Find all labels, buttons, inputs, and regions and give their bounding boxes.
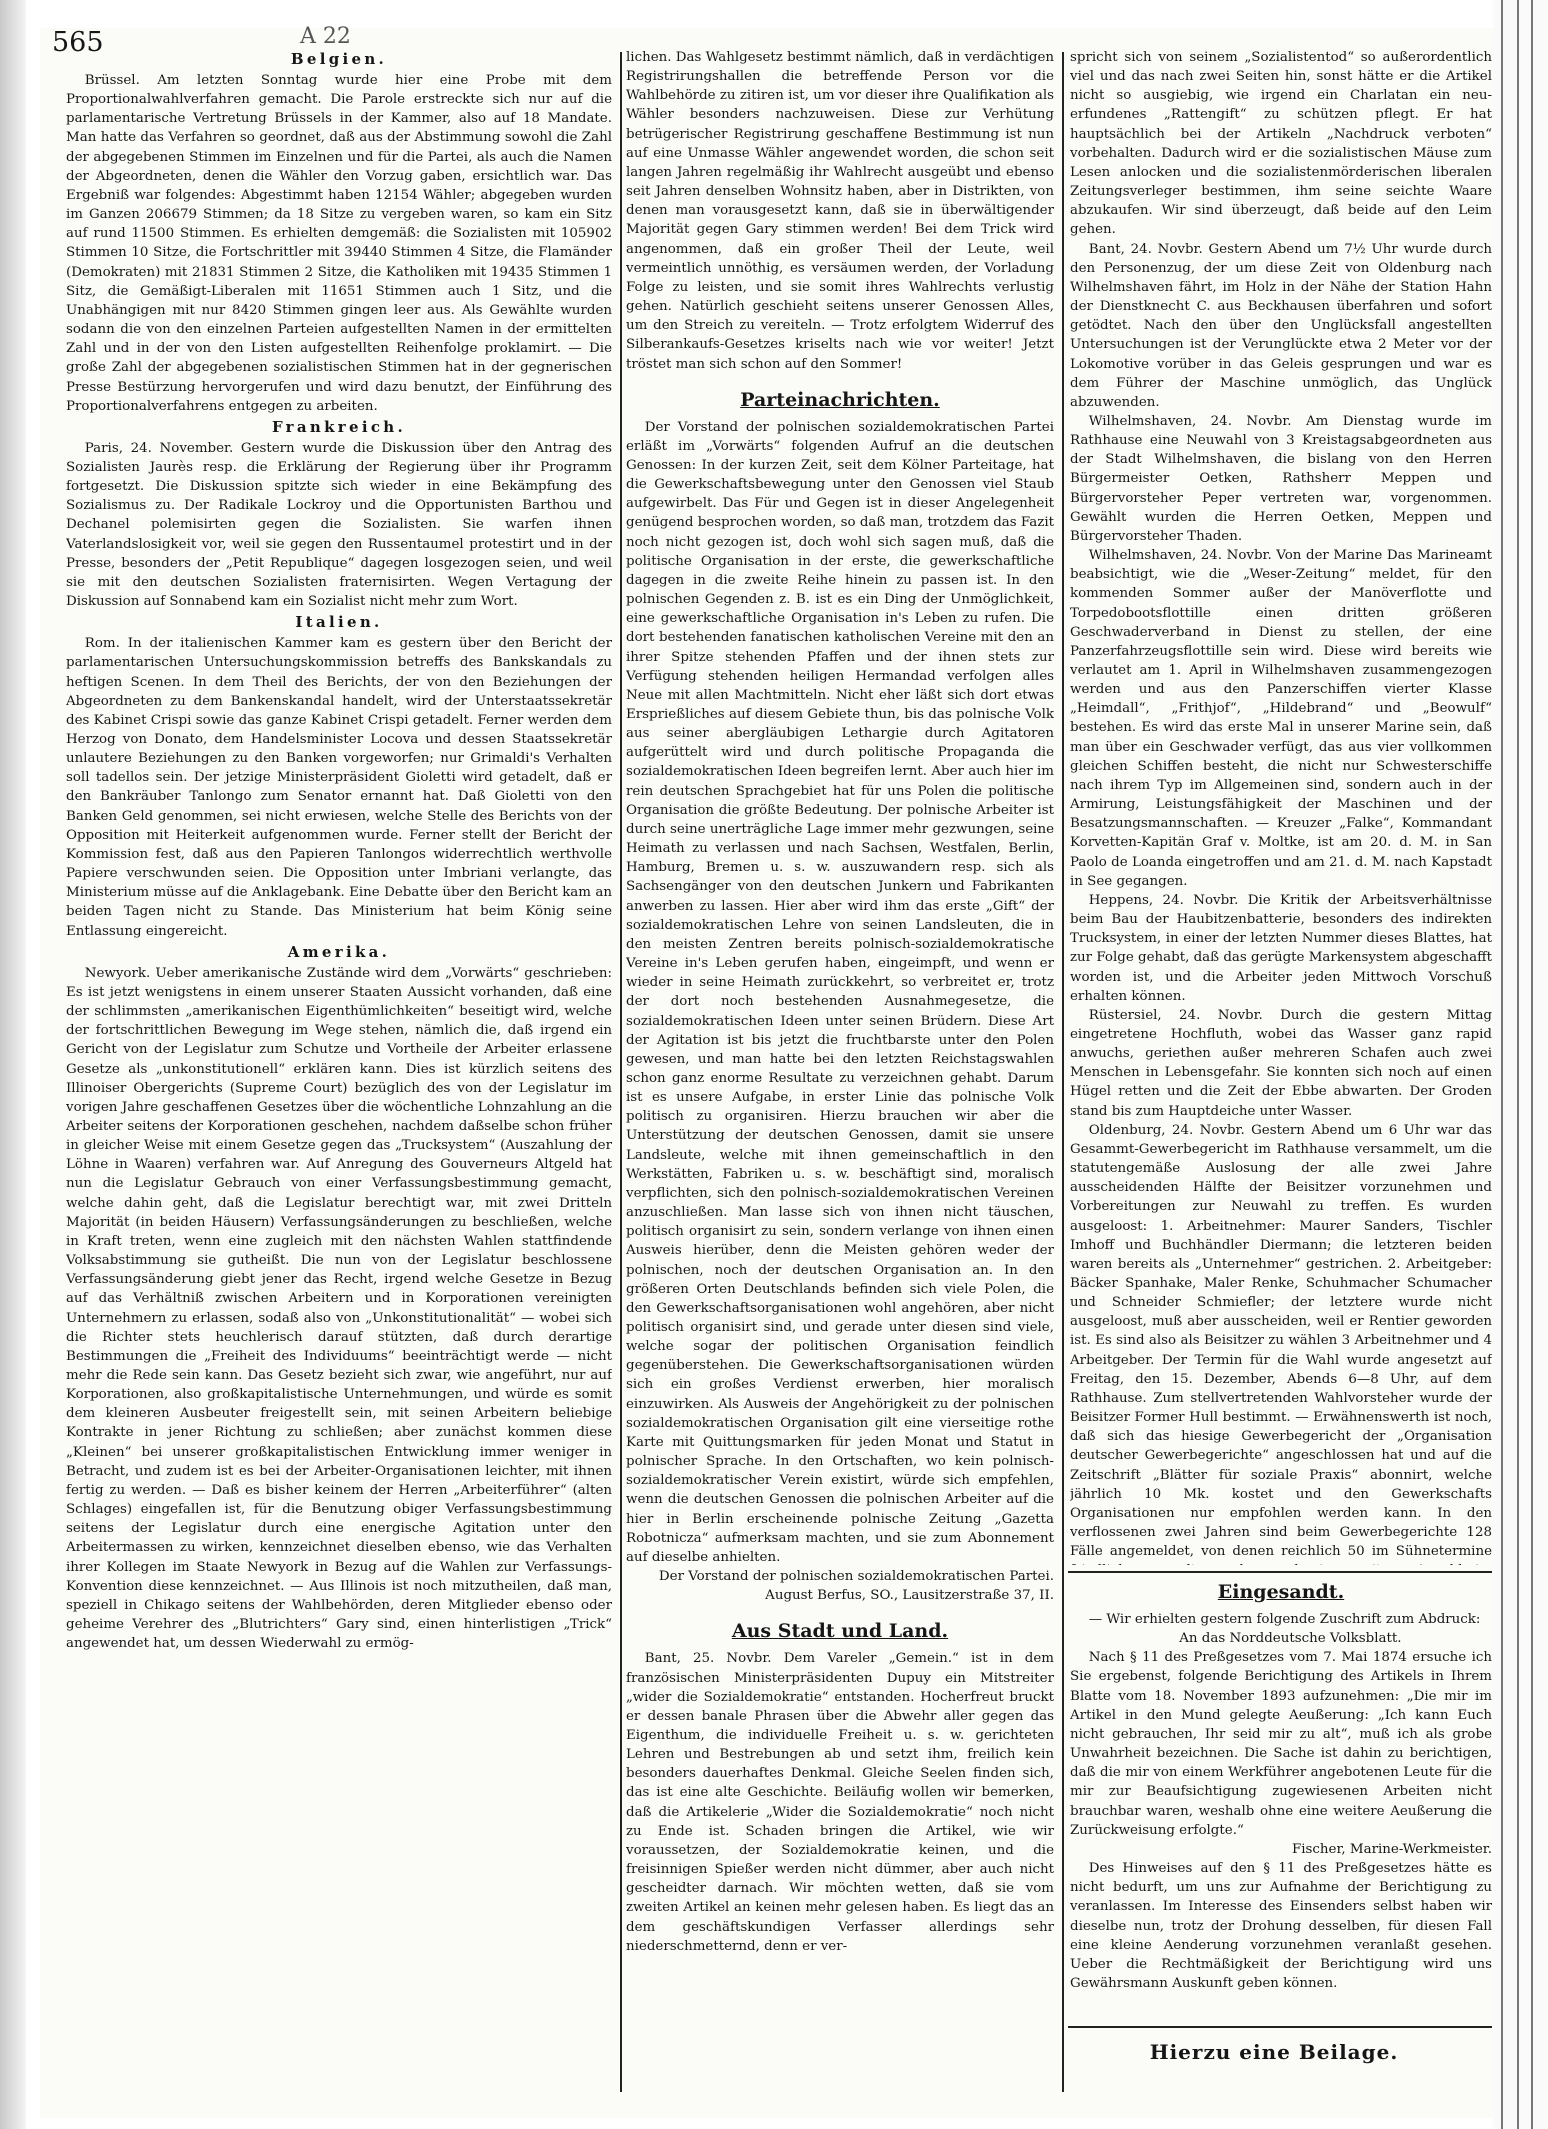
- eingesandt-section: [1070, 1576, 1492, 2026]
- article-wilhelmshaven-marine: Wilhelmshaven, 24. Novbr. Von der Marine Das Marineamt beabsichtigt, wie die „Weser-Zeitung“ meldet, für den kommenden Sommer außer der Manöverflotte und Torpedobootsflottille einen dritten größeren Geschwaderverband in Dienst zu stellen, der eine Panzerfahrzeugsflottille sein wird. Diese wird bereits wie verlautet am 1. April in Wilhelmshaven zusammengezogen werden und aus den Panzerschiffen vierter Klasse „Heimdall“, „Frithjof“, „Hildebrand“ und „Beowulf“ bestehen. Es wird das erste Mal in unserer Marine sein, daß man über ein Geschwader verfügt, das aus vier vollkommen gleichen Schiffen besteht, die nicht nur Schwesterschiffe nach ihrem Typ im Allgemeinen sind, sondern auch in der Armirung, Leistungsfähigkeit der Maschinen und der Besatzungsmannschaften. — Kreuzer „Falke“, Kommandant Korvetten-Kapitän Graf v. Moltke, ist am 20. d. M. in San Paolo de Loanda eingetroffen und am 21. d. M. nach Kapstadt in See gegangen.: [1070, 548, 1492, 889]
- edge-line-3: [1531, 0, 1533, 2129]
- column-rule-1: [620, 52, 622, 2092]
- heading-eingesandt: Eingesandt.: [1217, 1581, 1345, 1603]
- edge-line-2: [1517, 0, 1519, 2129]
- column-rule-2: [1062, 52, 1064, 2092]
- article-italien: Rom. In der italienischen Kammer kam es gestern über den Bericht der parlamentarischen Untersuchungskommission betreffs des Bankskandals zu heftigen Scenen. In dem Theil des Berichts, der von den Beziehungen der Abgeordneten zu dem Bankenskandal handelt, wird der Unterstaatssekretär des Kabinet Crispi sowie das ganze Kabinet Crispi getadelt. Ferner werden dem Herzog von Donato, dem Handelsminister Locova und dessen Staatssekretär unlautere Beziehungen zu den Banken vorgeworfen; nur Grimaldi's Verhalten soll tadellos sein. Der jetzige Ministerpräsident Gioletti wird getadelt, daß er den Bankräuber Tanlongo zum Senator ernannt hat. Daß Gioletti von den Banken Geld genommen, sei nicht erwiesen, welche Stelle des Berichts von der Opposition mit Heiterkeit aufgenommen wurde. Ferner stellt der Bericht der Kommission fest, daß aus den Papieren Tanlongos widerrechtlich werthvolle Papiere verschwunden seien. Die Opposition unter Imbriani verlangte, das Ministerium müsse auf die Anklagebank. Eine Debatte über den Bericht kam an beiden Tagen nicht zu Stande. Das Ministerium hat beim König seine Entlassung eingereicht.: [66, 636, 612, 939]
- article-ruestersiel: Rüstersiel, 24. Novbr. Durch die gestern Mittag eingetretene Hochfluth, wobei das Wasser ganz rapid anwuchs, geriethen außer mehreren Schafen auch zwei Menschen in Lebensgefahr. Sie konnten sich noch auf einen Hügel retten und die Zeit der Ebbe abwarten. Der Groden stand bis zum Hauptdeiche unter Wasser.: [1070, 1007, 1492, 1119]
- column-3: [1070, 48, 1492, 1565]
- heading-amerika: Amerika.: [287, 942, 391, 961]
- page-edge: [1493, 0, 1548, 2129]
- heading-aus-stadt-und-land: Aus Stadt und Land.: [731, 1620, 949, 1643]
- article-heppens: Heppens, 24. Novbr. Die Kritik der Arbeitsverhältnisse beim Bau der Haubitzenbatterie, besonders des indirekten Trucksystem, in einer der letzten Nummer dieses Blattes, hat zur Folge gehabt, daß das gerügte Markensystem abgeschafft worden ist, und die Arbeiter jeden Mittwoch Vorschuß erhalten können.: [1070, 892, 1492, 1004]
- section-rule-eingesandt: [1068, 1571, 1492, 1573]
- article-amerika-continued: lichen. Das Wahlgesetz bestimmt nämlich, daß in verdächtigen Registrirungshallen die betreffende Person vor die Wahlbehörde zu zitiren ist, um vor dieser ihre Qualifikation als Wähler besonders nachzuweisen. Diese zur Verhütung betrügerischer Registrirung geschaffene Bestimmung ist nun auf eine Unmasse Wähler angewendet worden, die schon seit langen Jahren regelmäßig ihr Wahlrecht ausgeübt und ebenso seit Jahren denselben Wohnsitz haben, aber in Distrikten, von denen man vorausgesetzt kann, daß sie in überwältigender Majorität gegen Gary stimmen werden! Bei dem Trick wird angenommen, daß ein großer Theil der Leute, weil vermeintlich unnöthig, es versäumen werden, der Vorladung Folge zu leisten, und sie somit ihres Wahlrechts verlustig gehen. Natürlich geschieht seitens unserer Genossen Alles, um den Streich zu vereiteln. — Trotz erfolgtem Widerruf des Silberankaufs-Gesetzes kriselts nach wie vor weiter! Jetzt tröstet man sich schon auf den Sommer!: [626, 50, 1054, 372]
- column-1: [66, 48, 612, 2103]
- heading-italien: Italien.: [295, 613, 383, 632]
- article-belgien: Brüssel. Am letzten Sonntag wurde hier eine Probe mit dem Proportionalwahlverfahren gemacht. Die Parole erstreckte sich nur auf die parlamentarische Vertretung Brüssels in der Kammer, also auf 18 Mandate. Man hatte das Verfahren so geordnet, daß aus der Abstimmung sowohl die Zahl der abgegebenen Stimmen im Einzelnen und für die Partei, als auch die Namen der Abgeordneten, denen die Wähler den Vorzug gaben, ersichtlich war. Das Ergebniß war folgendes: Abgestimmt haben 12154 Wähler; abgegeben wurden im Ganzen 206679 Stimmen; da 18 Sitze zu vergeben waren, so kam ein Sitz auf rund 11500 Stimmen. Es erhielten demgemäß: die Sozialisten mit 105902 Stimmen 10 Sitze, die Fortschrittler mit 39440 Stimmen 4 Sitze, die Flamänder (Demokraten) mit 21831 Stimmen 2 Sitze, die Katholiken mit 19435 Stimmen 1 Sitz, die Gemäßigt-Liberalen mit 11651 Stimmen auch 1 Sitz, und die Unabhängigen mit nur 8420 Stimmen gingen leer aus. Als Gewählte wurden sodann die von den einzelnen Parteien aufgestellten Namen in der ermittelten Zahl und in der von den Listen aufgestellten Reihenfolge proklamirt. — Die große Zahl der abgegebenen sozialistischen Stimmen hat in der gegnerischen Presse Bestürzung hervorgerufen und wird dazu benutzt, der Einführung des Proportionalverfahrens entgegen zu arbeiten.: [66, 73, 612, 414]
- footer-beilage: Hierzu eine Beilage.: [1149, 2040, 1399, 2064]
- edge-line-1: [1501, 0, 1503, 2129]
- article-bant-unfall: Bant, 24. Novbr. Gestern Abend um 7½ Uhr wurde durch den Personenzug, der um diese Zeit von Oldenburg nach Wilhelmshaven fährt, im Holz in der Nähe der Station Hahn der Dienstknecht C. aus Beckhausen überfahren und sofort getödtet. Nach den über den Unglücksfall angestellten Untersuchungen ist der Verunglückte etwa 2 Meter vor der Lokomotive vorüber in das Geleis gesprungen und war es dem Führer der Maschine unmöglich, das Unglück abzuwenden.: [1070, 241, 1492, 410]
- article-wilhelmshaven-wahl: Wilhelmshaven, 24. Novbr. Am Dienstag wurde im Rathhause eine Neuwahl von 3 Kreistagsabgeordneten aus der Stadt Wilhelmshaven, die bislang von den Herren Bürgermeister Oetken, Rathsherr Meppen und Bürgervorsteher Peper vertreten war, vorgenommen. Gewählt wurden die Herren Oetken, Meppen und Bürgervorsteher Thaden.: [1070, 413, 1492, 544]
- eingesandt-signature: Fischer, Marine-Werkmeister.: [1291, 1841, 1492, 1857]
- article-oldenburg: Oldenburg, 24. Novbr. Gestern Abend um 6 Uhr war das Gesammt-Gewerbegericht im Rathhause versammelt, um die statutengemäße Auslosung der alle zwei Jahre ausscheidenden Hälfte der Beisitzer vorzunehmen und Vorbereitungen zur Neuwahl zu treffen. Es wurden ausgeloost: 1. Arbeitnehmer: Maurer Sanders, Tischler Imhoff und Buchhändler Diermann; die letzteren beiden waren bereits als „Unternehmer“ gestrichen. 2. Arbeitgeber: Bäcker Spanhake, Maler Renke, Schuhmacher Schumacher und Schneider Schmiefler; der letztere wurde nicht ausgeloost, muß aber ausscheiden, weil er Rentier geworden ist. Es sind also als Beisitzer zu wählen 3 Arbeitnehmer und 4 Arbeitgeber. Der Termin für die Wahl wurde angesetzt auf Freitag, den 15. Dezember, Abends 6—8 Uhr, auf dem Rathhause. Zum stellvertretenden Wahlvorsteher wurde der Beisitzer Former Hull bestimmt. — Erwähnenswerth ist noch, daß sich das hiesige Gewerbegericht der „Organisation deutscher Gewerbegerichte“ angeschlossen hat und auf die Zeitschrift „Blätter für soziale Praxis“ abonnirt, welche jährlich 10 Mk. kostet und den Gewerkschafts Organisationen nur empfohlen werden kann. In den verflossenen zwei Jahren sind beim Gewerbegerichte 128 Fälle angemeldet, von denen reichlich 50 im Sühnetermine: [1070, 1122, 1492, 1560]
- article-amerika: Newyork. Ueber amerikanische Zustände wird dem „Vorwärts“ geschrieben: Es ist jetzt wenigstens in einem unserer Staaten Aussicht vorhanden, daß eine der schlimmsten „amerikanischen Eigenthümlichkeiten“ beseitigt wird, welche der fortschrittlichen Bewegung im Wege stehen, nämlich die, daß irgend ein Gericht von der Legislatur zum Schutze und Vortheile der Arbeiter erlassene Gesetze als „unkonstitutionell“ erklären kann. Dies ist kürzlich seitens des Illinoiser Obergerichts (Supreme Court) bezüglich des von der Legislatur im vorigen Jahre geschaffenen Gesetzes über die wöchentliche Lohnzahlung an die Arbeiter seitens der Korporationen geschehen, nachdem daßselbe schon früher in gleicher Weise mit einem Gesetze gegen das „Trucksystem“ (Auszahlung der Löhne in Waaren) verfahren war. Auf Anregung des Gouverneurs Altgeld hat nun die Legislatur Gebrauch von einer Verfassungsbestimmung gemacht, welche dahin geht, daß die Legislatur berechtigt war, mit zwei Dritteln Majorität (in beiden Häusern) Verfassungsänderungen zu beschließen, welche in Kraft treten, wenn eine zugleich mit den nächsten Wahlen stattfindende Volksabstimmung sie gutheißt. Die nun von der Legislatur beschlossene Verfassungsänderung giebt jener das Recht, irgend welche Gesetze in Bezug auf das Verhältniß zwischen Arbeitern und in Korporationen vereinigten Unternehmern zu erlassen, sodaß also von „Unkonstitutionalität“ — wobei sich die Richter stets heuchlerisch darauf stützten, daß durch derartige Bestimmungen die „Freiheit des Individuums“ beeinträchtigt werde — nicht mehr die Rede sein kann. Das Gesetz bezieht sich zwar, wie angeführt, nur auf Korporationen, also großkapitalistische Unternehmungen, und würde es somit dem kleineren Ausbeuter freigestellt sein, mit seinen Arbeitern beliebige Kontrakte in jener Richtung zu schließen; aber zunächst kommen diese „Kleinen“ bei unserer großkapitalistischen Entwicklung immer weniger in Betracht, und zudem ist es bei der Arbeiter-Organisationen leichter, mit ihnen fertig zu werden. — Daß es bisher keinem der Herren „Arbeiterführer“ (alten Schlages) eingefallen ist, für die Benutzung obiger Verfassungsbestimmung seitens der Legislatur durch eine energische Agitation unter den Arbeitermassen zu wirken, kennzeichnet dieselben ebenso, wie das Verhalten ihrer Kollegen im Staate Newyork in Bezug auf die Wahlen zur Verfassungs-Konvention diese kennzeichnet. — Aus Illinois ist noch mitzutheilen, daß man, speziell in Chikago seitens der Wahlbehörden, deren Mitglieder ebenso oder geheime Verehrer des „Blutrichters“ Gary sind, einen hinterlistigen „Trick“ angewendet hat, um dessen Wiederwahl zu ermög-: [66, 965, 612, 1652]
- binding-shadow: [0, 0, 26, 2129]
- section-rule-footer: [1068, 2026, 1492, 2028]
- article-parteinachrichten: Der Vorstand der polnischen sozialdemokratischen Partei erläßt im „Vorwärts“ folgenden Aufruf an die deutschen Genossen: In der kurzen Zeit, seit dem Kölner Parteitage, hat die Gewerkschaftsbewegung unter den Genossen viel Staub aufgewirbelt. Das Für und Gegen ist in dieser Angelegenheit genügend besprochen worden, so daß man, trotzdem das Fazit noch nicht gezogen ist, doch wohl sich sagen muß, daß die politische Organisation in der erste, die gewerkschaftliche dagegen in die zweite Reihe hinein zu passen ist. In den polnischen Gegenden z. B. ist es ein Ding der Unmöglichkeit, eine gewerkschaftliche Organisation in's Leben zu rufen. Die dort bestehenden fanatischen katholischen Vereine mit den an ihrer Spitze stehenden Pfaffen und der ihnen stets zur Verfügung stehenden heiligen Hermandad verfolgen alles Neue mit allen Machtmitteln. Nicht eher läßt sich dort etwas Ersprießliches auf diesem Gebiete thun, bis das polnische Volk aus seiner abergläubigen Lethargie durch Agitatoren aufgerüttelt wird und durch politische Propaganda die sozialdemokratischen Ideen begreifen lernt. Aber auch hier im rein deutschen Sprachgebiet hat für uns Polen die politische Organisation die größte Bedeutung. Der polnische Arbeiter ist durch seine unerträgliche Lage immer mehr gezwungen, seine Heimath zu verlassen und nach Sachsen, Westfalen, Berlin, Hamburg, Bremen u. s. w. auszuwandern resp. sich als Sachsengänger von den deutschen Junkern und Fabrikanten anwerben zu lassen. Hier aber wird ihm das erste „Gift“ der sozialdemokratischen Lehre von seinen Landsleuten, die in den meisten Zentren bereits polnisch-sozialdemokratische Vereine in's Leben gerufen haben, eingeimpft, und wenn er wieder in seine Heimath zurückkehrt, so verbreitet er, trotz der dort noch bestehenden Ausnahmegesetze, die sozialdemokratischen Ideen unter seinen Brüdern. Diese Art der Agitation ist bis jetzt die fruchtbarste unter den Polen gewesen, und man hatte bei den letzten Reichstagswahlen schon ganz enorme Resultate zu verzeichnen gehabt. Darum ist es unsere Aufgabe, in erster Linie das polnische Volk politisch zu organisiren. Hierzu brauchen wir aber die Unterstützung der deutschen Genossen, damit sie unsere Landsleute, welche mit ihnen gemeinschaftlich in den Werkstätten, Fabriken u. s. w. beschäftigt sind, moralisch verpflichten, sich den polnisch-sozialdemokratischen Vereinen anzuschließen. Man lasse sich von ihnen nicht täuschen, politisch organisirt zu sein, sondern verlange von ihnen einen Ausweis hierüber, denn die Meisten gehören weder der polnischen, noch der deutschen Organisation an. In den größeren Orten Deutschlands befinden sich viele Polen, die den Gewerkschaftsorganisationen wohl angehören, aber nicht politisch organisirt sind, und gerade unter diesen sind viele, welche sogar der politischen Organisation feindlich gegenüberstehen. Die Gewerkschaftsorganisationen würden sich ein großes Verdienst erwerben, hier moralisch einzuwirken. Als Ausweis der Angehörigkeit zu der polnischen sozialdemokratischen Organisation gilt eine vierseitige rothe Karte mit Quittungsmarken für jeden Monat und Statut in polnischer Sprache. In den Ortschaften, wo kein polnisch-sozialdemokratischer Verein existirt, würde sich empfehlen, wenn die deutschen Genossen die polnischen Arbeiter auf die hier in Berlin erscheinende polnische Zeitung „Gazetta Robotnicza“ aufmerksam machten, und sie zum Abonnement auf dieselbe anhielten.: [626, 419, 1054, 1565]
- parteinachrichten-signature-2: August Berfus, SO., Lausitzerstraße 37, II.: [765, 1588, 1054, 1604]
- article-bant-vareler-continued: spricht sich von seinem „Sozialistentod“ so außerordentlich viel und das nach zwei Seiten hin, sonst hätte er die Artikel nicht so ausgiebig, wie irgend ein Charlatan ein neu-erfundenes „Rattengift“ zu schützen pflegt. Er hat hauptsächlich bei der Artikeln „Nachdruck verboten“ vorbehalten. Dadurch wird er die sozialistischen Mäuse zum Lesen anlocken und die sozialistenmörderischen liberalen Zeitungsverleger bestimmen, ihm seine seichte Waare abzukaufen. Wir sind überzeugt, daß beide auf den Leim gehen.: [1070, 50, 1492, 238]
- heading-belgien: Belgien.: [290, 50, 388, 68]
- eingesandt-intro: — Wir erhielten gestern folgende Zuschrift zum Abdruck:: [1088, 1612, 1481, 1627]
- page-number: 565: [52, 27, 104, 58]
- eingesandt-address: An das Norddeutsche Volksblatt.: [1179, 1631, 1402, 1647]
- article-bant-vareler: Bant, 25. Novbr. Dem Vareler „Gemein.“ ist in dem französischen Ministerpräsidenten Dupuy ein Mitstreiter „wider die Sozialdemokratie“ entstanden. Hocherfreut bruckt er dessen banale Phrasen über die Abwehr aller gegen das Eigenthum, die individuelle Freiheit u. s. w. gerichteten Lehren und Bestrebungen ab und setzt ihm, freilich kein besonders dauerhaftes Denkmal. Gleiche Seelen finden sich, das ist eine alte Geschichte. Beiläufig wollen wir bemerken, daß die Artikelerie „Wider die Sozialdemokratie“ noch nicht zu Ende ist. Schaden bringen die Artikel, wie wir voraussetzen, der Sozialdemokratie keinen, und die freisinnigen Spießer werden nicht dümmer, aber auch nicht gescheidter darnach. Wir möchten wetten, daß sie vom zweiten Artikel an keinen mehr gelesen haben. Es liegt das an dem geschäftskundigen Verfasser allerdings sehr niederschmetternd, denn er ver-: [626, 1651, 1054, 1954]
- article-frankreich: Paris, 24. November. Gestern wurde die Diskussion über den Antrag des Sozialisten Jaurès resp. die Erklärung der Regierung über ihr Programm fortgesetzt. Die Diskussion spitzte sich wieder in eine Bekämpfung des Sozialismus zu. Der Radikale Lockroy und die Opportunisten Barthou und Dechanel polemisirten gegen die Sozialisten. Sie warfen ihnen Vaterlandslosigkeit vor, weil sie gegen den Russentaumel protestirt und in der Presse, besonders der „Petit Republique“ dagegen losgezogen seien, und weil sie mit den deutschen Sozialisten fraternisirten. Wegen Vertagung der Diskussion auf Sonnabend kam ein Sozialist nicht mehr zum Wort.: [66, 440, 612, 610]
- eingesandt-letter: Nach § 11 des Preßgesetzes vom 7. Mai 1874 ersuche ich Sie ergebenst, folgende Berichtigung des Artikels in Ihrem Blatte vom 18. November 1893 aufzunehmen: „Die mir im Artikel in den Mund gelegte Aeußerung: „Ich kann Euch nicht gebrauchen, Ihr seid mir zu alt“, muß ich als grobe Unwahrheit bezeichnen. Die Sache ist dahin zu berichtigen, daß die mir von einem Werkführer angebotenen Leute für die mir zur Beaufsichtigung zugewiesenen Arbeiten nicht brauchbar waren, weshalb ohne eine weitere Aeußerung die Zurückweisung erfolgte.“: [1070, 1650, 1492, 1838]
- pencil-annotation: A 22: [300, 24, 351, 49]
- heading-frankreich: Frankreich.: [271, 417, 406, 436]
- eingesandt-editor-note: Des Hinweises auf den § 11 des Preßgesetzes hätte es nicht bedurft, um uns zur Aufnahme der Berichtigung zu veranlassen. Im Interesse des Einsenders selbst haben wir dieselbe nun, trotz der Drohung desselben, für diesen Fall eine kleine Aenderung vorzunehmen veranlaßt gesehen. Ueber die Rechtmäßigkeit der Berichtigung wird uns Gewährsmann Auskunft geben können.: [1070, 1861, 1492, 1991]
- column-2: [626, 48, 1054, 2103]
- parteinachrichten-signature-1: Der Vorstand der polnischen sozialdemokratischen Partei.: [658, 1569, 1054, 1585]
- heading-parteinachrichten: Parteinachrichten.: [740, 388, 940, 411]
